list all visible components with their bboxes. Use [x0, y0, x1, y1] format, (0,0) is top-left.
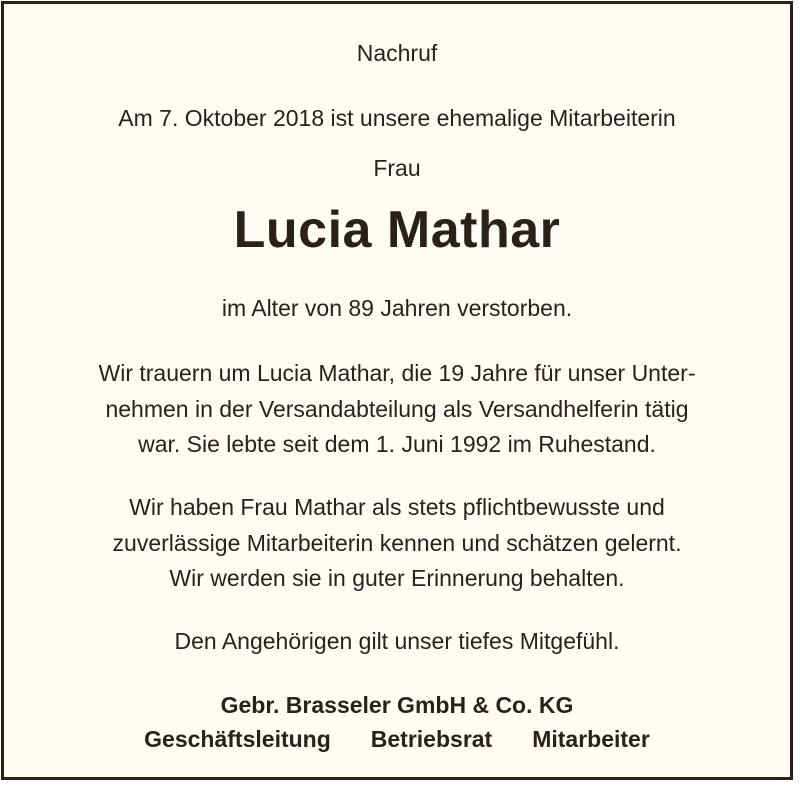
signatories [4, 726, 790, 753]
paragraph2-line: zuverlässige Mitarbeiterin kennen und schätzen gelernt. [112, 530, 682, 556]
obituary-frame [1, 1, 793, 780]
paragraph1-line: Wir trauern um Lucia Mathar, die 19 Jahre für unser Unter- [98, 360, 696, 386]
salutation: Frau [373, 155, 421, 181]
paragraph2-line: Wir haben Frau Mathar als stets pflichtbewusste und [129, 494, 665, 520]
intro-line: Am 7. Oktober 2018 ist unsere ehemalige Mitarbeiterin [118, 105, 676, 131]
signatory-management: Geschäftsleitung [144, 726, 331, 752]
signatory-works-council: Betriebsrat [370, 726, 493, 752]
deceased-name: Lucia Mathar [233, 201, 561, 259]
paragraph1-line: nehmen in der Versandabteilung als Versandhelferin tätig [105, 396, 689, 422]
signatory-employees: Mitarbeiter [532, 726, 650, 752]
company-name: Gebr. Brasseler GmbH & Co. KG [220, 692, 574, 718]
age-line: im Alter von 89 Jahren verstorben. [221, 295, 573, 321]
paragraph1-line: war. Sie lebte seit dem 1. Juni 1992 im Ruhestand. [138, 431, 656, 457]
heading: Nachruf [356, 40, 438, 66]
paragraph2-line: Wir werden sie in guter Erinnerung behalten. [169, 565, 625, 591]
condolence-line: Den Angehörigen gilt unser tiefes Mitgefühl. [174, 628, 620, 654]
